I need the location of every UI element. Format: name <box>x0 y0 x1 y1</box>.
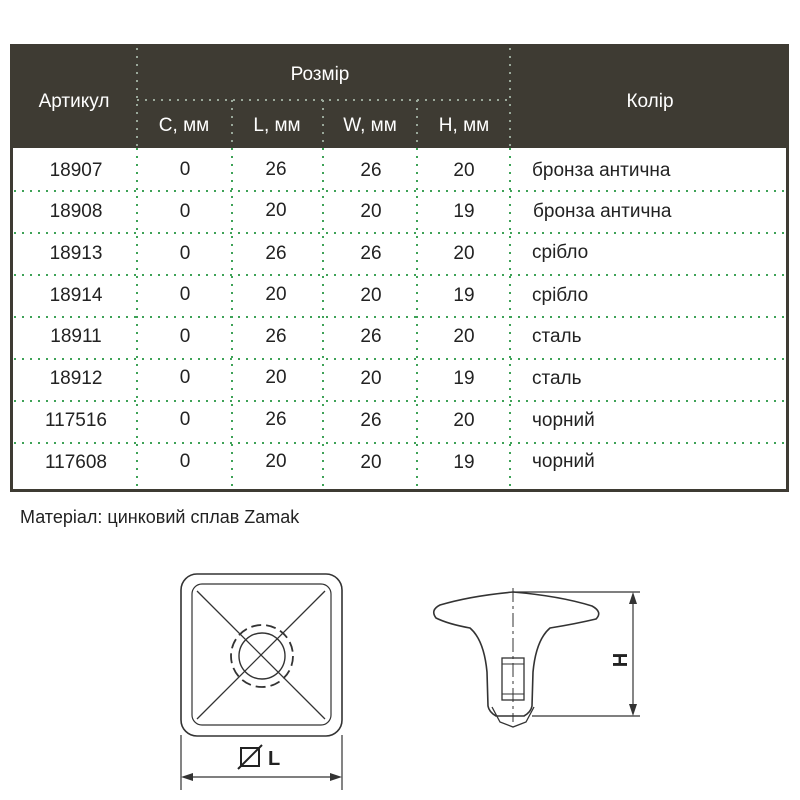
cell-h: 20 <box>453 410 475 431</box>
cell-c: 0 <box>179 451 191 472</box>
cell-c: 0 <box>179 284 191 305</box>
cell-article: 117516 <box>45 410 107 431</box>
cell-c: 0 <box>179 367 191 388</box>
cell-article: 117608 <box>45 452 107 473</box>
top-view-drawing <box>181 574 342 790</box>
cell-c: 0 <box>179 243 191 264</box>
cell-article: 18912 <box>49 368 103 389</box>
header-article: Артикул <box>38 91 110 112</box>
cell-l: 20 <box>265 284 287 305</box>
cell-c: 0 <box>179 159 191 180</box>
cell-c: 0 <box>179 409 191 430</box>
cell-color: срібло <box>532 242 589 263</box>
header-h: H, мм <box>438 115 490 136</box>
cell-h: 20 <box>453 243 475 264</box>
header-l: L, мм <box>253 115 301 136</box>
cell-article: 18908 <box>49 201 103 222</box>
cell-color: чорний <box>532 410 595 431</box>
header-w: W, мм <box>343 115 397 136</box>
diameter-square-icon <box>238 745 262 769</box>
cell-w: 20 <box>360 452 382 473</box>
cell-l: 26 <box>265 409 287 430</box>
cell-w: 20 <box>360 201 382 222</box>
cell-w: 20 <box>360 368 382 389</box>
cell-w: 26 <box>360 326 382 347</box>
dimension-label-l: L <box>268 748 281 770</box>
cell-h: 20 <box>453 160 475 181</box>
cell-h: 19 <box>453 201 475 222</box>
cell-color: чорний <box>532 451 595 472</box>
cell-l: 26 <box>265 326 287 347</box>
cell-h: 19 <box>453 285 475 306</box>
cell-l: 26 <box>265 243 287 264</box>
cell-l: 20 <box>265 367 287 388</box>
cell-h: 20 <box>453 326 475 347</box>
cell-w: 26 <box>360 160 382 181</box>
cell-l: 26 <box>265 159 287 180</box>
cell-h: 19 <box>453 368 475 389</box>
cell-color: срібло <box>532 285 589 306</box>
spec-table <box>10 44 789 492</box>
drawing-canvas <box>0 540 800 800</box>
cell-color: бронза антична <box>533 201 672 222</box>
dimension-label-h: H <box>610 652 632 668</box>
cell-article: 18907 <box>49 160 103 181</box>
cell-article: 18913 <box>49 243 103 264</box>
cell-color: сталь <box>532 368 582 389</box>
cell-w: 20 <box>360 285 382 306</box>
technical-drawings <box>0 540 800 800</box>
cell-color: сталь <box>532 326 582 347</box>
header-size: Розмір <box>290 64 350 85</box>
cell-l: 20 <box>265 200 287 221</box>
header-c: C, мм <box>158 115 210 136</box>
header-color: Колір <box>626 91 674 112</box>
cell-color: бронза антична <box>532 160 671 181</box>
cell-w: 26 <box>360 243 382 264</box>
cell-h: 19 <box>453 452 475 473</box>
cell-article: 18911 <box>50 326 102 347</box>
cell-c: 0 <box>179 326 191 347</box>
cell-article: 18914 <box>49 285 103 306</box>
cell-w: 26 <box>360 410 382 431</box>
cell-c: 0 <box>179 201 191 222</box>
material-note: Матеріал: цинковий сплав Zamak <box>20 507 300 527</box>
cell-l: 20 <box>265 451 287 472</box>
